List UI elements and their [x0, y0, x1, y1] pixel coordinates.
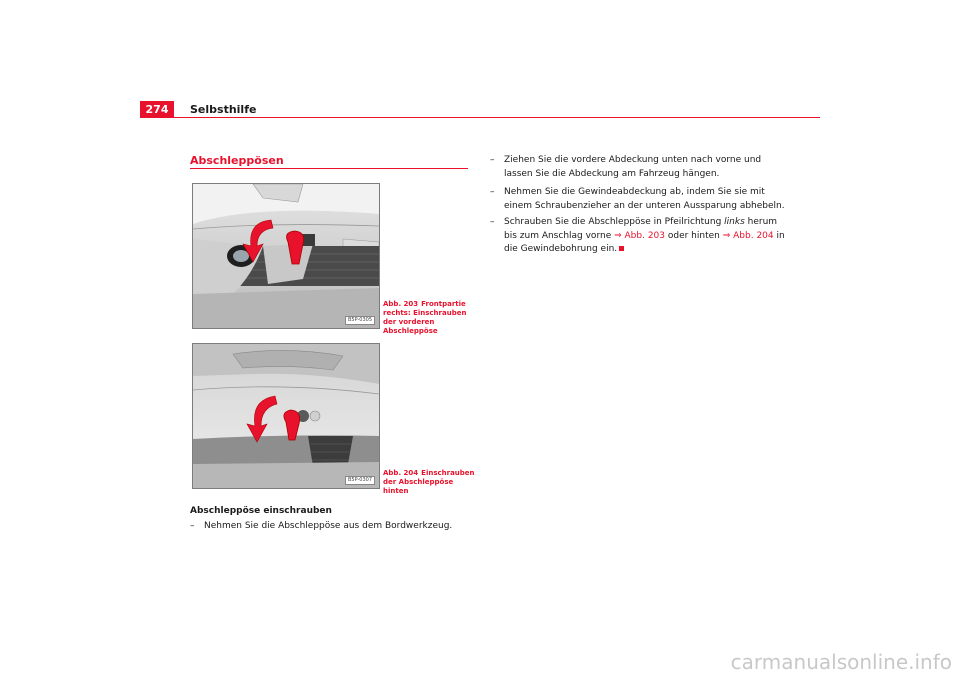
figure-link-203[interactable]: Abb. 203	[624, 230, 665, 241]
figure-caption-203	[383, 300, 475, 336]
watermark: carmanualsonline.info	[730, 650, 952, 674]
ref-arrow: ⇒	[614, 230, 622, 241]
section-title: Abschleppösen	[190, 154, 284, 167]
figure-code: B5P-0305	[345, 316, 375, 325]
header-title: Selbsthilfe	[190, 103, 257, 116]
header-rule	[140, 117, 820, 118]
step-text: Nehmen Sie die Gewindeabdeckung ab, indem Sie sie mit einem Schraubenzieher an der unteren Aussparung abhebeln.	[504, 187, 785, 211]
step-1	[190, 520, 484, 534]
figure-rear-tow-eye	[192, 343, 380, 489]
figure-front-tow-eye	[192, 183, 380, 329]
step-text: oder hinten	[665, 230, 723, 241]
figure-code: B5P-0307	[345, 476, 375, 485]
step-dash: –	[490, 187, 495, 197]
caption-text: Frontpartie rechts: Einschrauben der vorderen Abschleppöse	[383, 300, 467, 335]
step-4	[490, 216, 789, 257]
step-dash: –	[490, 155, 495, 165]
step-2	[490, 154, 789, 181]
step-text: herum bis zum Anschlag vorne	[504, 217, 778, 241]
section-end-marker	[619, 246, 624, 251]
step-dash: –	[490, 217, 495, 227]
caption-number: Abb. 203	[383, 300, 419, 308]
subheading: Abschleppöse einschrauben	[190, 506, 332, 516]
caption-text: Einschrauben der Abschleppöse hinten	[383, 469, 475, 495]
step-dash: –	[190, 521, 195, 531]
front-bumper-illustration	[193, 184, 379, 328]
caption-number: Abb. 204	[383, 469, 419, 477]
figure-caption-204	[383, 469, 475, 496]
step-3	[490, 186, 789, 213]
rear-bumper-illustration	[193, 344, 379, 488]
figure-link-204[interactable]: Abb. 204	[733, 230, 774, 241]
step-text: in die Gewindebohrung ein.	[504, 230, 785, 254]
step-text: Ziehen Sie die vordere Abdeckung unten nach vorne und lassen Sie die Abdeckung am Fahrzeug hängen.	[504, 155, 762, 179]
step-emphasis: links	[724, 217, 745, 227]
page-number: 274	[140, 101, 174, 118]
section-rule	[190, 168, 468, 169]
ref-arrow: ⇒	[722, 230, 731, 241]
step-text: Schrauben Sie die Abschleppöse in Pfeilrichtung	[504, 217, 725, 227]
step-text: Nehmen Sie die Abschleppöse aus dem Bordwerkzeug.	[204, 521, 453, 531]
